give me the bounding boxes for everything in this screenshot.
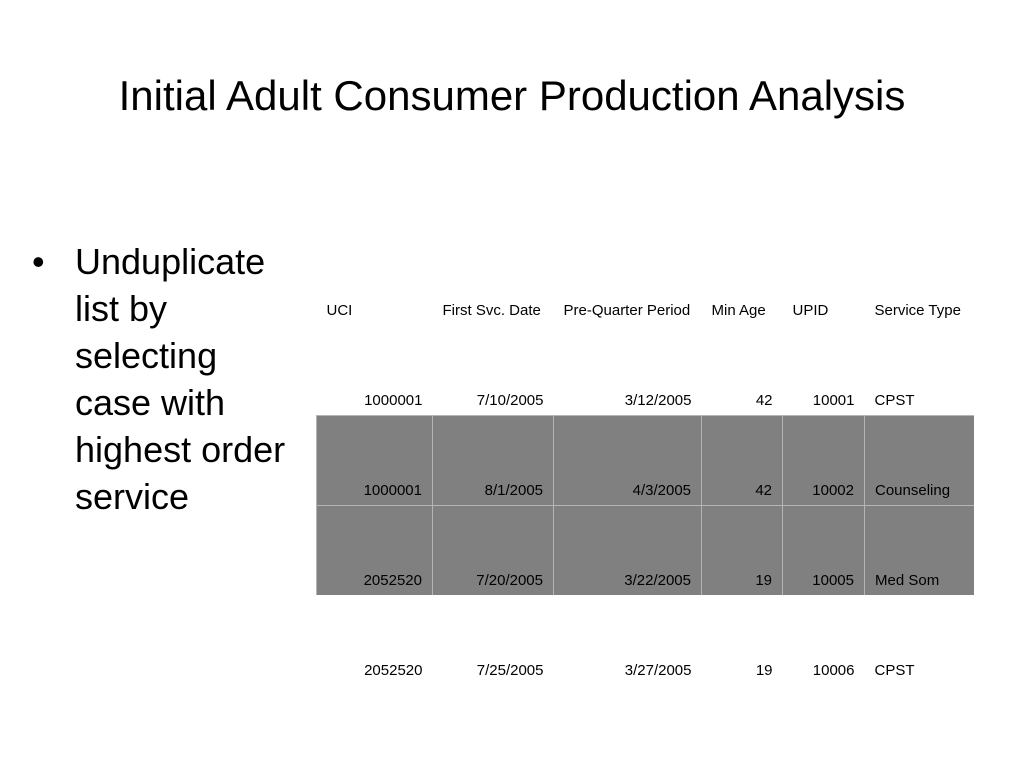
cell-uci: 2052520 bbox=[364, 662, 423, 679]
cell-min-age: 19 bbox=[702, 505, 783, 595]
bullet-marker: • bbox=[32, 241, 45, 282]
cell-upid: 10005 bbox=[783, 505, 865, 595]
bullet-text: Unduplicate list by selecting case with highest order service bbox=[75, 241, 286, 517]
cell-pre-quarter-period: 3/22/2005 bbox=[554, 505, 702, 595]
header-upid: UPID bbox=[792, 302, 829, 319]
table-header-row bbox=[317, 235, 974, 325]
cell-pre-quarter-period: 3/27/2005 bbox=[624, 662, 692, 679]
cell-service-type: Med Som bbox=[865, 505, 974, 595]
header-pre-quarter-period: Pre-Quarter Period bbox=[563, 302, 691, 319]
production-table bbox=[316, 235, 974, 685]
cell-uci: 1000001 bbox=[317, 415, 433, 505]
cell-uci: 1000001 bbox=[364, 391, 423, 409]
cell-first-svc-date: 7/25/2005 bbox=[476, 662, 544, 679]
header-first-svc-date: First Svc. Date bbox=[442, 302, 541, 319]
cell-service-type: Counseling bbox=[865, 415, 974, 505]
cell-first-svc-date: 7/10/2005 bbox=[476, 391, 544, 409]
cell-upid: 10006 bbox=[812, 662, 855, 679]
table-row bbox=[317, 595, 974, 685]
cell-min-age: 42 bbox=[755, 391, 773, 409]
cell-min-age: 42 bbox=[702, 415, 783, 505]
table-row-highlighted bbox=[317, 415, 974, 505]
cell-min-age: 19 bbox=[755, 662, 773, 679]
cell-service-type: CPST bbox=[874, 662, 915, 679]
table-row bbox=[317, 325, 974, 415]
slide-title: Initial Adult Consumer Production Analysis bbox=[118, 72, 906, 119]
cell-service-type: CPST bbox=[874, 391, 915, 409]
cell-upid: 10002 bbox=[783, 415, 865, 505]
header-min-age: Min Age bbox=[711, 302, 766, 319]
header-service-type: Service Type bbox=[874, 302, 961, 319]
cell-upid: 10001 bbox=[812, 391, 855, 409]
cell-pre-quarter-period: 3/12/2005 bbox=[624, 391, 692, 409]
cell-first-svc-date: 8/1/2005 bbox=[433, 415, 554, 505]
cell-pre-quarter-period: 4/3/2005 bbox=[554, 415, 702, 505]
cell-first-svc-date: 7/20/2005 bbox=[433, 505, 554, 595]
table-row-highlighted bbox=[317, 505, 974, 595]
header-uci: UCI bbox=[326, 302, 353, 319]
bullet-item bbox=[32, 238, 302, 520]
bullet-list bbox=[32, 238, 302, 520]
cell-uci: 2052520 bbox=[317, 505, 433, 595]
